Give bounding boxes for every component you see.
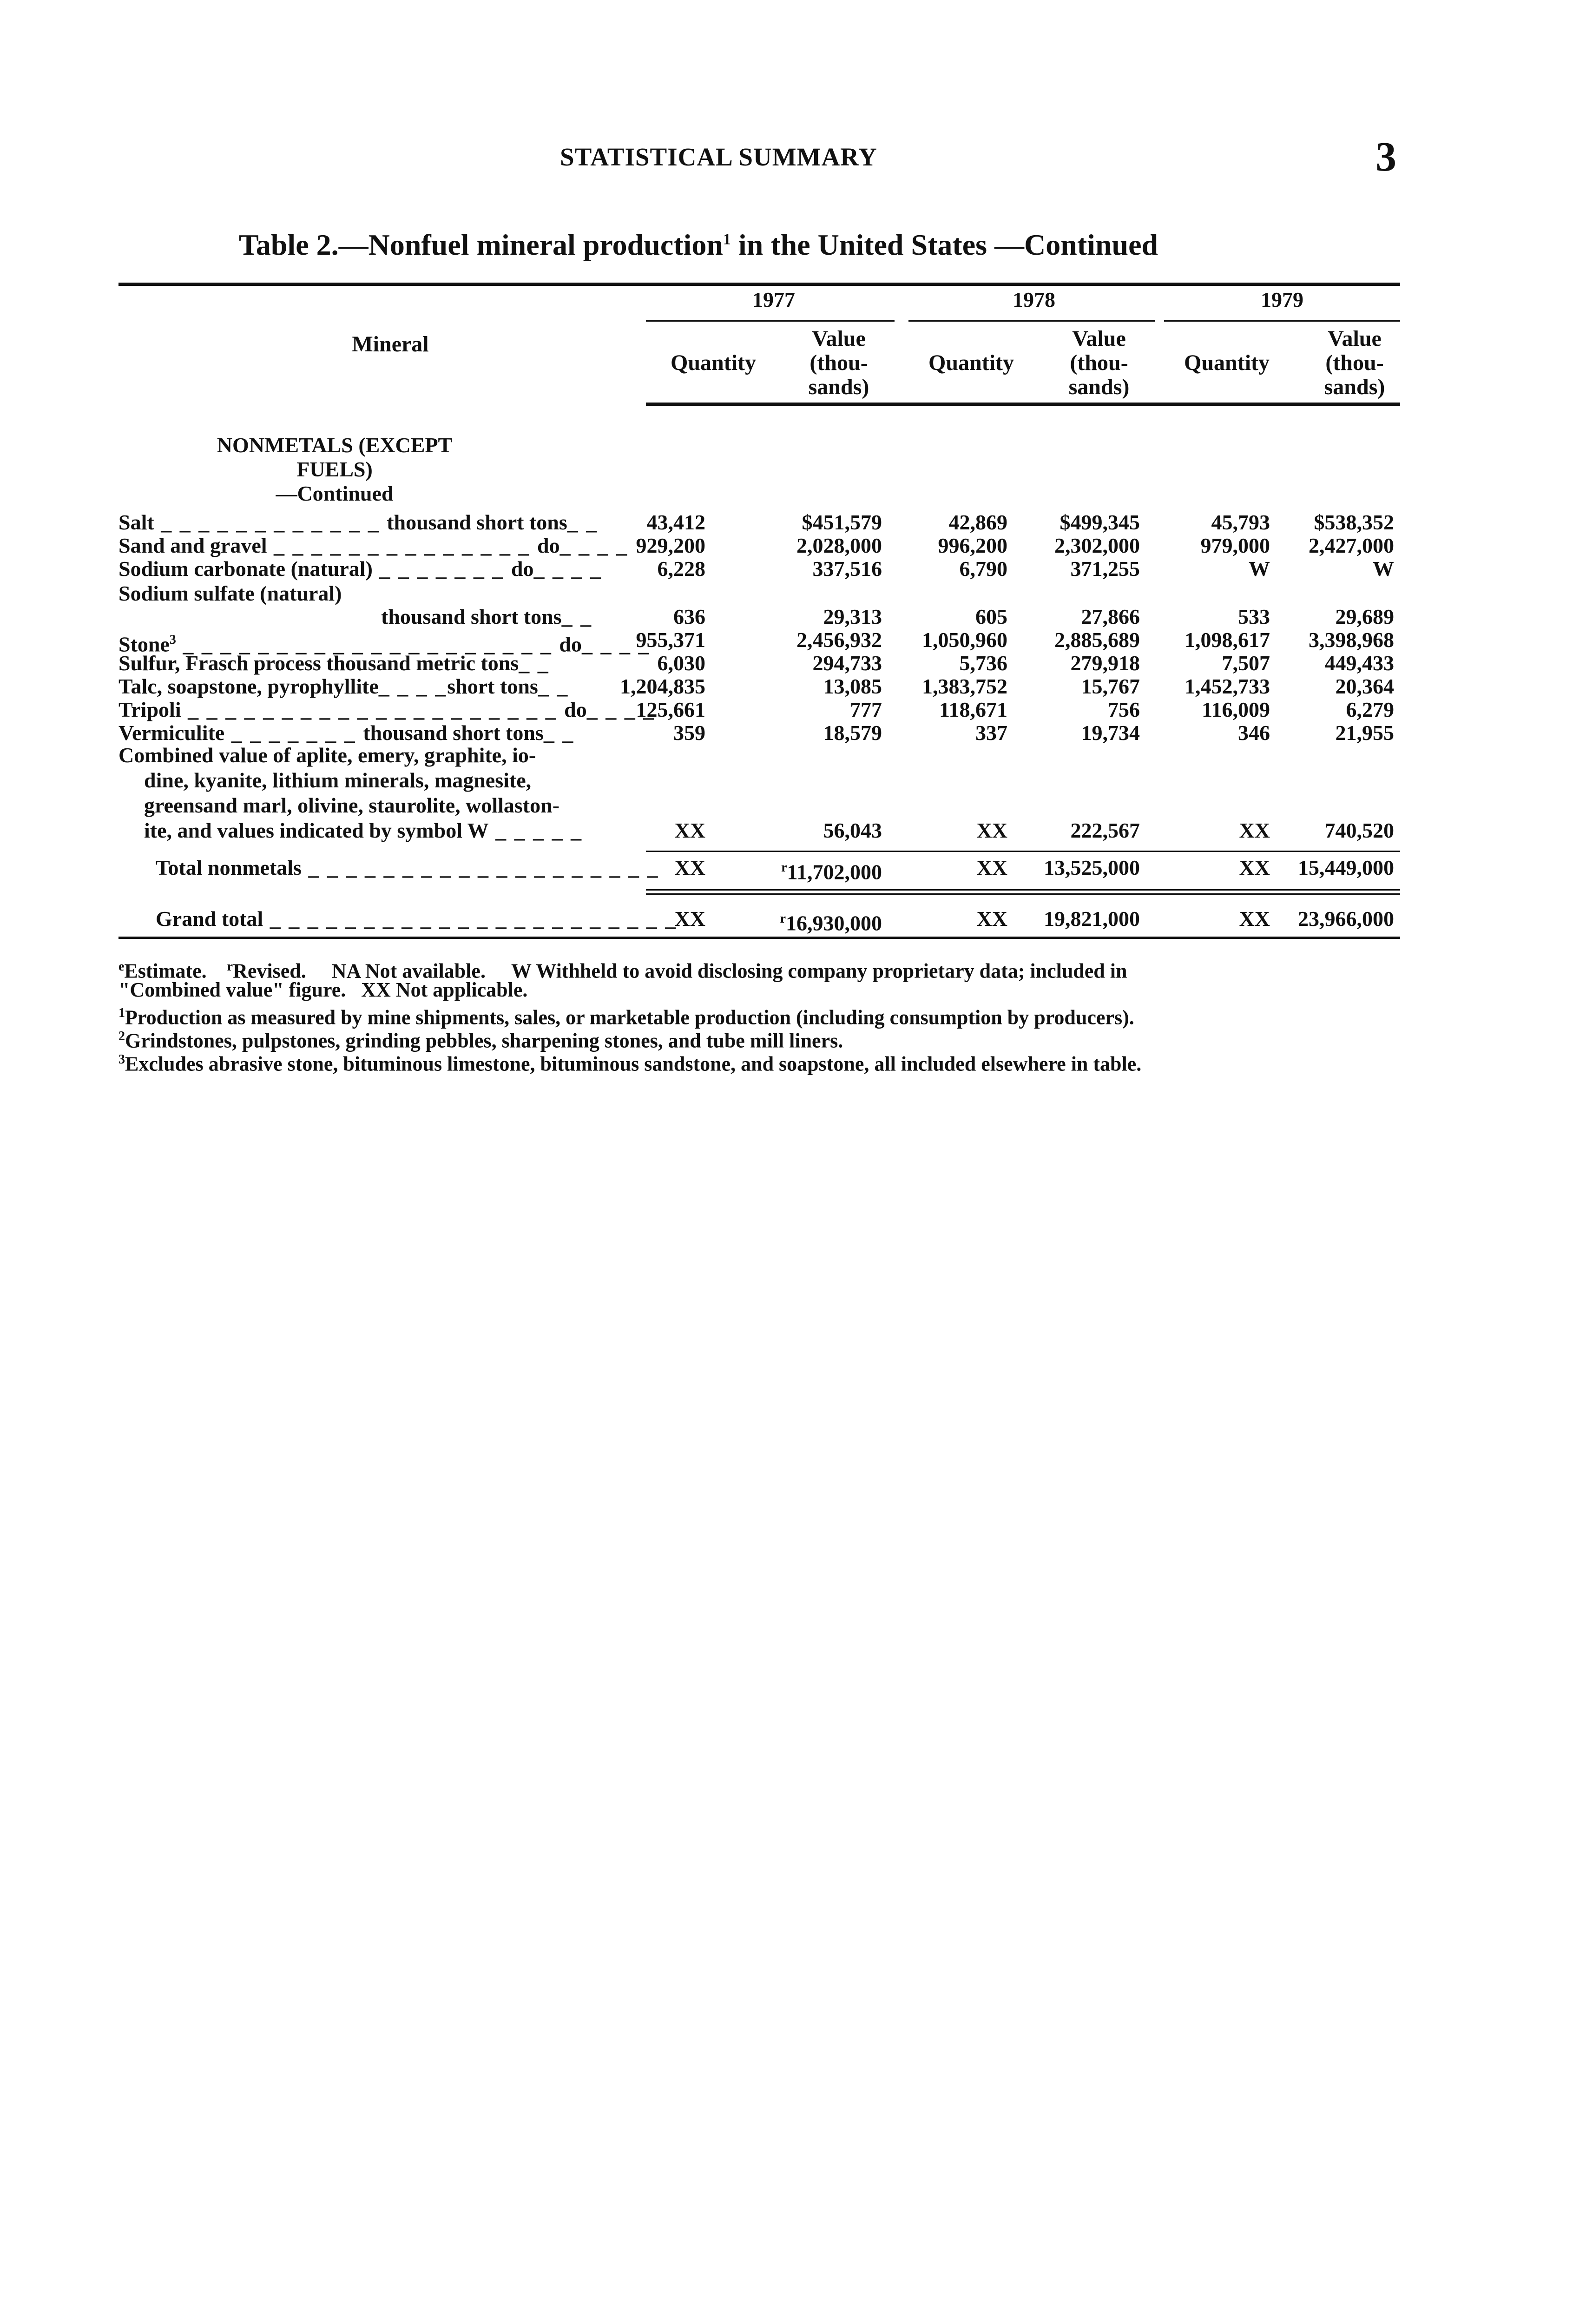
value-label: sands): [1324, 375, 1385, 399]
cell-quantity-1977: 955,371: [636, 628, 705, 652]
cell-quantity-1979: 7,507: [1222, 651, 1270, 675]
cell-value-1978: 756: [1108, 698, 1140, 721]
total-nonmetals-label: [156, 855, 659, 880]
cell-value-1979: 20,364: [1335, 674, 1394, 698]
dot-leader: _ _: [561, 605, 593, 628]
cell-value-1977: 18,579: [823, 721, 882, 745]
cell-value-1979: 449,433: [1324, 651, 1394, 675]
dot-leader: _ _: [543, 721, 575, 745]
dot-leader: _ _ _ _ _ _ _ _ _ _ _ _ _ _ _ _ _ _ _ _: [181, 698, 565, 721]
cell-quantity-1977: 1,204,835: [620, 674, 705, 698]
grand-total-label-text: Grand total: [156, 907, 263, 931]
table-title: [239, 228, 1158, 262]
mineral-name: Salt: [118, 510, 154, 534]
cell-quantity-1977: 359: [673, 721, 705, 745]
cell-quantity-1979: XX: [1239, 856, 1270, 879]
value-label: (thou-: [1070, 350, 1128, 375]
mineral-name: Stone: [118, 632, 170, 656]
column-header-quantity-1977: Quantity: [670, 350, 757, 375]
cell-value-text: 16,930,000: [786, 911, 882, 935]
dot-leader: _ _ _ _: [586, 698, 656, 721]
cell-quantity-1979: 116,009: [1202, 698, 1270, 721]
unit-label: do: [511, 557, 534, 581]
value-label: Value: [1072, 326, 1126, 351]
value-label: (thou-: [809, 350, 868, 375]
page-header: STATISTICAL SUMMARY: [560, 143, 877, 171]
table-row: [0, 581, 1586, 606]
cell-value-text: 11,702,000: [787, 860, 882, 884]
year-rule-1978: [908, 320, 1155, 322]
row-label: [118, 581, 342, 606]
value-label: Value: [1328, 326, 1382, 351]
cell-value-1978: 15,767: [1081, 674, 1140, 698]
value-label: sands): [808, 375, 869, 399]
cell-value-1977: 2,028,000: [796, 534, 882, 557]
footnote-number: 1: [118, 1006, 125, 1020]
dot-leader: _ _ _ _ _ _ _ _ _ _ _ _ _ _ _ _ _ _ _: [301, 856, 659, 879]
footnote-estimate: Estimate.: [124, 959, 207, 983]
cell-value-1978: 13,525,000: [1044, 856, 1140, 879]
dot-leader: _ _: [538, 674, 569, 698]
unit-label: thousand short tons: [381, 605, 562, 628]
mineral-name: Sulfur, Frasch process: [118, 651, 321, 675]
grand-total-double-rule: [646, 889, 1400, 891]
combined-value-row: [0, 818, 1586, 843]
footnote-revised: Revised.: [233, 959, 306, 983]
cell-quantity-1977: 6,030: [657, 651, 705, 675]
cell-quantity-1978: 5,736: [959, 651, 1007, 675]
cell-quantity-1979: XX: [1239, 907, 1270, 931]
cell-quantity-1977: 43,412: [646, 510, 705, 534]
table-row: [0, 697, 1586, 722]
cell-value-1979: 23,966,000: [1298, 907, 1394, 931]
section-heading: [177, 433, 493, 506]
dot-leader: _ _ _ _ _ _ _ _ _ _ _ _ _ _: [267, 534, 538, 557]
cell-quantity-1977: 125,661: [636, 698, 705, 721]
table-row: [0, 674, 1586, 699]
cell-quantity-1978: 1,383,752: [922, 674, 1007, 698]
mineral-name: Sodium carbonate (natural): [118, 557, 373, 581]
table-title-footnote-ref: 1: [723, 231, 731, 248]
grand-total-label: [156, 906, 677, 931]
year-rule-1979: [1164, 320, 1400, 322]
dot-leader: _ _ _ _ _ _ _ _ _ _ _ _: [154, 510, 387, 534]
row-label: [118, 674, 569, 699]
cell-value-1978: 27,866: [1081, 605, 1140, 628]
unit-label: thousand short tons: [363, 721, 544, 745]
table-row: [0, 510, 1586, 535]
table-row: [0, 651, 1586, 676]
cell-value-1977: 777: [850, 698, 882, 721]
unit-label: thousand metric tons: [321, 651, 519, 675]
row-label: [118, 556, 602, 581]
column-header-value-1978: [1041, 327, 1157, 399]
dot-leader: _ _ _ _: [378, 674, 448, 698]
cell-quantity-1979: 1,098,617: [1185, 628, 1270, 652]
cell-quantity-1978: 42,869: [948, 510, 1007, 534]
column-header-value-1977: [781, 327, 897, 399]
dot-leader: _ _ _ _: [533, 557, 602, 581]
cell-value-1979: 3,398,968: [1309, 628, 1394, 652]
total-label-text: Total nonmetals: [156, 856, 302, 879]
table-row: [0, 627, 1586, 656]
cell-quantity-1979: 45,793: [1211, 510, 1270, 534]
grand-total-double-rule: [646, 893, 1400, 895]
table-title-tail: in the United States —Continued: [730, 228, 1158, 261]
year-1978: 1978: [1013, 288, 1055, 311]
page-number: 3: [1375, 134, 1396, 180]
cell-quantity-1979: W: [1249, 557, 1270, 581]
cell-quantity-1977: XX: [674, 907, 705, 931]
cell-quantity-1978: XX: [976, 856, 1007, 879]
section-title: NONMETALS (EXCEPT FUELS): [217, 433, 453, 481]
unit-label: do: [559, 632, 582, 656]
footnote-text: Excludes abrasive stone, bituminous limestone, bituminous sandstone, and soapstone, all included elsewhere in table.: [125, 1052, 1142, 1076]
unit-label: do: [537, 534, 560, 557]
footnote-number: 2: [118, 1029, 125, 1043]
dot-leader: _ _: [519, 651, 550, 675]
cell-value-1979: 21,955: [1335, 721, 1394, 745]
cell-quantity-1979: 1,452,733: [1185, 674, 1270, 698]
cell-quantity-1978: 996,200: [938, 534, 1007, 557]
total-nonmetals-row: [0, 855, 1586, 884]
cell-value-1979: $538,352: [1314, 510, 1394, 534]
table-row: [0, 533, 1586, 558]
footnote-3: [118, 1048, 1141, 1076]
grand-total-row: [0, 906, 1586, 935]
row-label: [118, 651, 550, 676]
column-header-quantity-1979: Quantity: [1184, 350, 1270, 375]
dot-leader: _ _ _ _ _ _ _ _ _ _ _ _ _ _ _ _ _ _ _ _: [176, 632, 559, 656]
combined-line: greensand marl, olivine, staurolite, wollaston-: [144, 793, 560, 817]
cell-quantity-1977: XX: [674, 819, 705, 842]
dot-leader: _ _ _ _ _: [488, 819, 583, 842]
cell-value-1977: 29,313: [823, 605, 882, 628]
revised-mark: r: [227, 959, 233, 974]
column-header-value-1979: [1296, 327, 1413, 399]
year-1979: 1979: [1261, 288, 1303, 311]
cell-value-1977: 2,456,932: [796, 628, 882, 652]
cell-value-1978: 2,302,000: [1054, 534, 1140, 557]
cell-value-1979: W: [1373, 557, 1394, 581]
cell-value-1979: 29,689: [1335, 605, 1394, 628]
cell-quantity-1978: 337: [975, 721, 1007, 745]
cell-quantity-1978: XX: [976, 819, 1007, 842]
mineral-name: Sodium sulfate (natural): [118, 581, 342, 605]
mineral-name: Vermiculite: [118, 721, 225, 745]
footnote-ref: 3: [169, 633, 176, 647]
cell-quantity-1977: 636: [673, 605, 705, 628]
cell-value-1979: 15,449,000: [1298, 856, 1394, 879]
table-row: [0, 604, 1586, 629]
cell-quantity-1979: 979,000: [1200, 534, 1270, 557]
row-label: [118, 510, 598, 535]
cell-value-1978: 222,567: [1070, 819, 1140, 842]
cell-value-1978: 371,255: [1070, 557, 1140, 581]
unit-label: thousand short tons: [387, 510, 567, 534]
footnote-number: 3: [118, 1052, 125, 1067]
dot-leader: _ _ _ _ _ _ _: [372, 557, 511, 581]
row-label: [381, 604, 592, 629]
unit-label: short tons: [447, 674, 538, 698]
table-row: [0, 556, 1586, 581]
footnote-withheld: W Withheld to avoid disclosing company proprietary data; included in: [511, 959, 1127, 983]
mineral-name: Tripoli: [118, 698, 181, 721]
cell-value-1977: [780, 906, 882, 936]
cell-value-1977: [781, 855, 882, 885]
cell-quantity-1978: 118,671: [939, 698, 1007, 721]
dot-leader: _ _ _ _ _ _ _: [224, 721, 363, 745]
year-rule-1977: [646, 320, 895, 322]
row-label: [118, 697, 655, 722]
cell-quantity-1978: 6,790: [959, 557, 1007, 581]
cell-quantity-1979: 346: [1238, 721, 1270, 745]
dot-leader: _ _ _ _ _ _ _ _ _ _ _ _ _ _ _ _ _ _ _ _ _ _: [263, 907, 678, 931]
cell-quantity-1979: XX: [1239, 819, 1270, 842]
cell-value-1978: 19,821,000: [1044, 907, 1140, 931]
value-label: sands): [1068, 375, 1130, 399]
table-row: [0, 720, 1586, 746]
cell-value-1977: 294,733: [812, 651, 882, 675]
combined-line: Combined value of aplite, emery, graphite, io-: [118, 743, 536, 767]
total-top-rule: [646, 851, 1400, 852]
cell-value-1978: 279,918: [1070, 651, 1140, 675]
row-label: [118, 533, 628, 558]
column-header-mineral: Mineral: [352, 332, 429, 357]
cell-value-1979: 2,427,000: [1309, 534, 1394, 557]
cell-quantity-1979: 533: [1238, 605, 1270, 628]
table-bottom-rule: [118, 937, 1400, 939]
section-subtitle: —Continued: [276, 482, 394, 505]
cell-value-1977: 56,043: [823, 819, 882, 842]
value-label: Value: [812, 326, 866, 351]
mineral-name: Sand and gravel: [118, 534, 267, 557]
cell-quantity-1977: 929,200: [636, 534, 705, 557]
cell-value-1978: $499,345: [1060, 510, 1140, 534]
combined-line: dine, kyanite, lithium minerals, magnesite,: [144, 768, 532, 792]
cell-value-1977: 13,085: [823, 674, 882, 698]
footnote-text: Production as measured by mine shipments, sales, or marketable production (including consumption by producers).: [125, 1006, 1134, 1029]
estimate-mark: e: [118, 959, 125, 974]
cell-quantity-1978: 605: [975, 605, 1007, 628]
cell-value-1977: 337,516: [812, 557, 882, 581]
cell-quantity-1978: 1,050,960: [922, 628, 1007, 652]
cell-value-1977: $451,579: [802, 510, 882, 534]
column-header-quantity-1978: Quantity: [928, 350, 1014, 375]
value-label: (thou-: [1325, 350, 1384, 375]
footnote-text: Grindstones, pulpstones, grinding pebbles, sharpening stones, and tube mill liners.: [125, 1029, 843, 1052]
dot-leader: _ _ _ _: [559, 534, 629, 557]
table-title-main: Table 2.—Nonfuel mineral production: [239, 228, 723, 261]
revised-mark: r: [780, 911, 786, 926]
cell-value-1979: 6,279: [1346, 698, 1394, 721]
cell-quantity-1977: XX: [674, 856, 705, 879]
cell-value-1979: 740,520: [1324, 819, 1394, 842]
mineral-name: Talc, soapstone, pyrophyllite: [118, 674, 379, 698]
combined-line-text: ite, and values indicated by symbol W: [144, 819, 489, 842]
cell-value-1978: 2,885,689: [1054, 628, 1140, 652]
footnote-na: NA Not available.: [331, 959, 486, 983]
dot-leader: _ _: [567, 510, 599, 534]
cell-quantity-1977: 6,228: [657, 557, 705, 581]
cell-quantity-1978: XX: [976, 907, 1007, 931]
dot-leader: _ _ _ _: [582, 632, 651, 656]
revised-mark: r: [781, 860, 787, 875]
footnote-line-2: "Combined value" figure. XX Not applicable.: [118, 978, 528, 1001]
year-1977: 1977: [752, 288, 795, 311]
unit-label: do: [564, 698, 587, 721]
cell-value-1978: 19,734: [1081, 721, 1140, 745]
table-top-rule: [118, 283, 1400, 286]
row-label: [118, 720, 574, 746]
header-bottom-rule: [646, 403, 1400, 406]
